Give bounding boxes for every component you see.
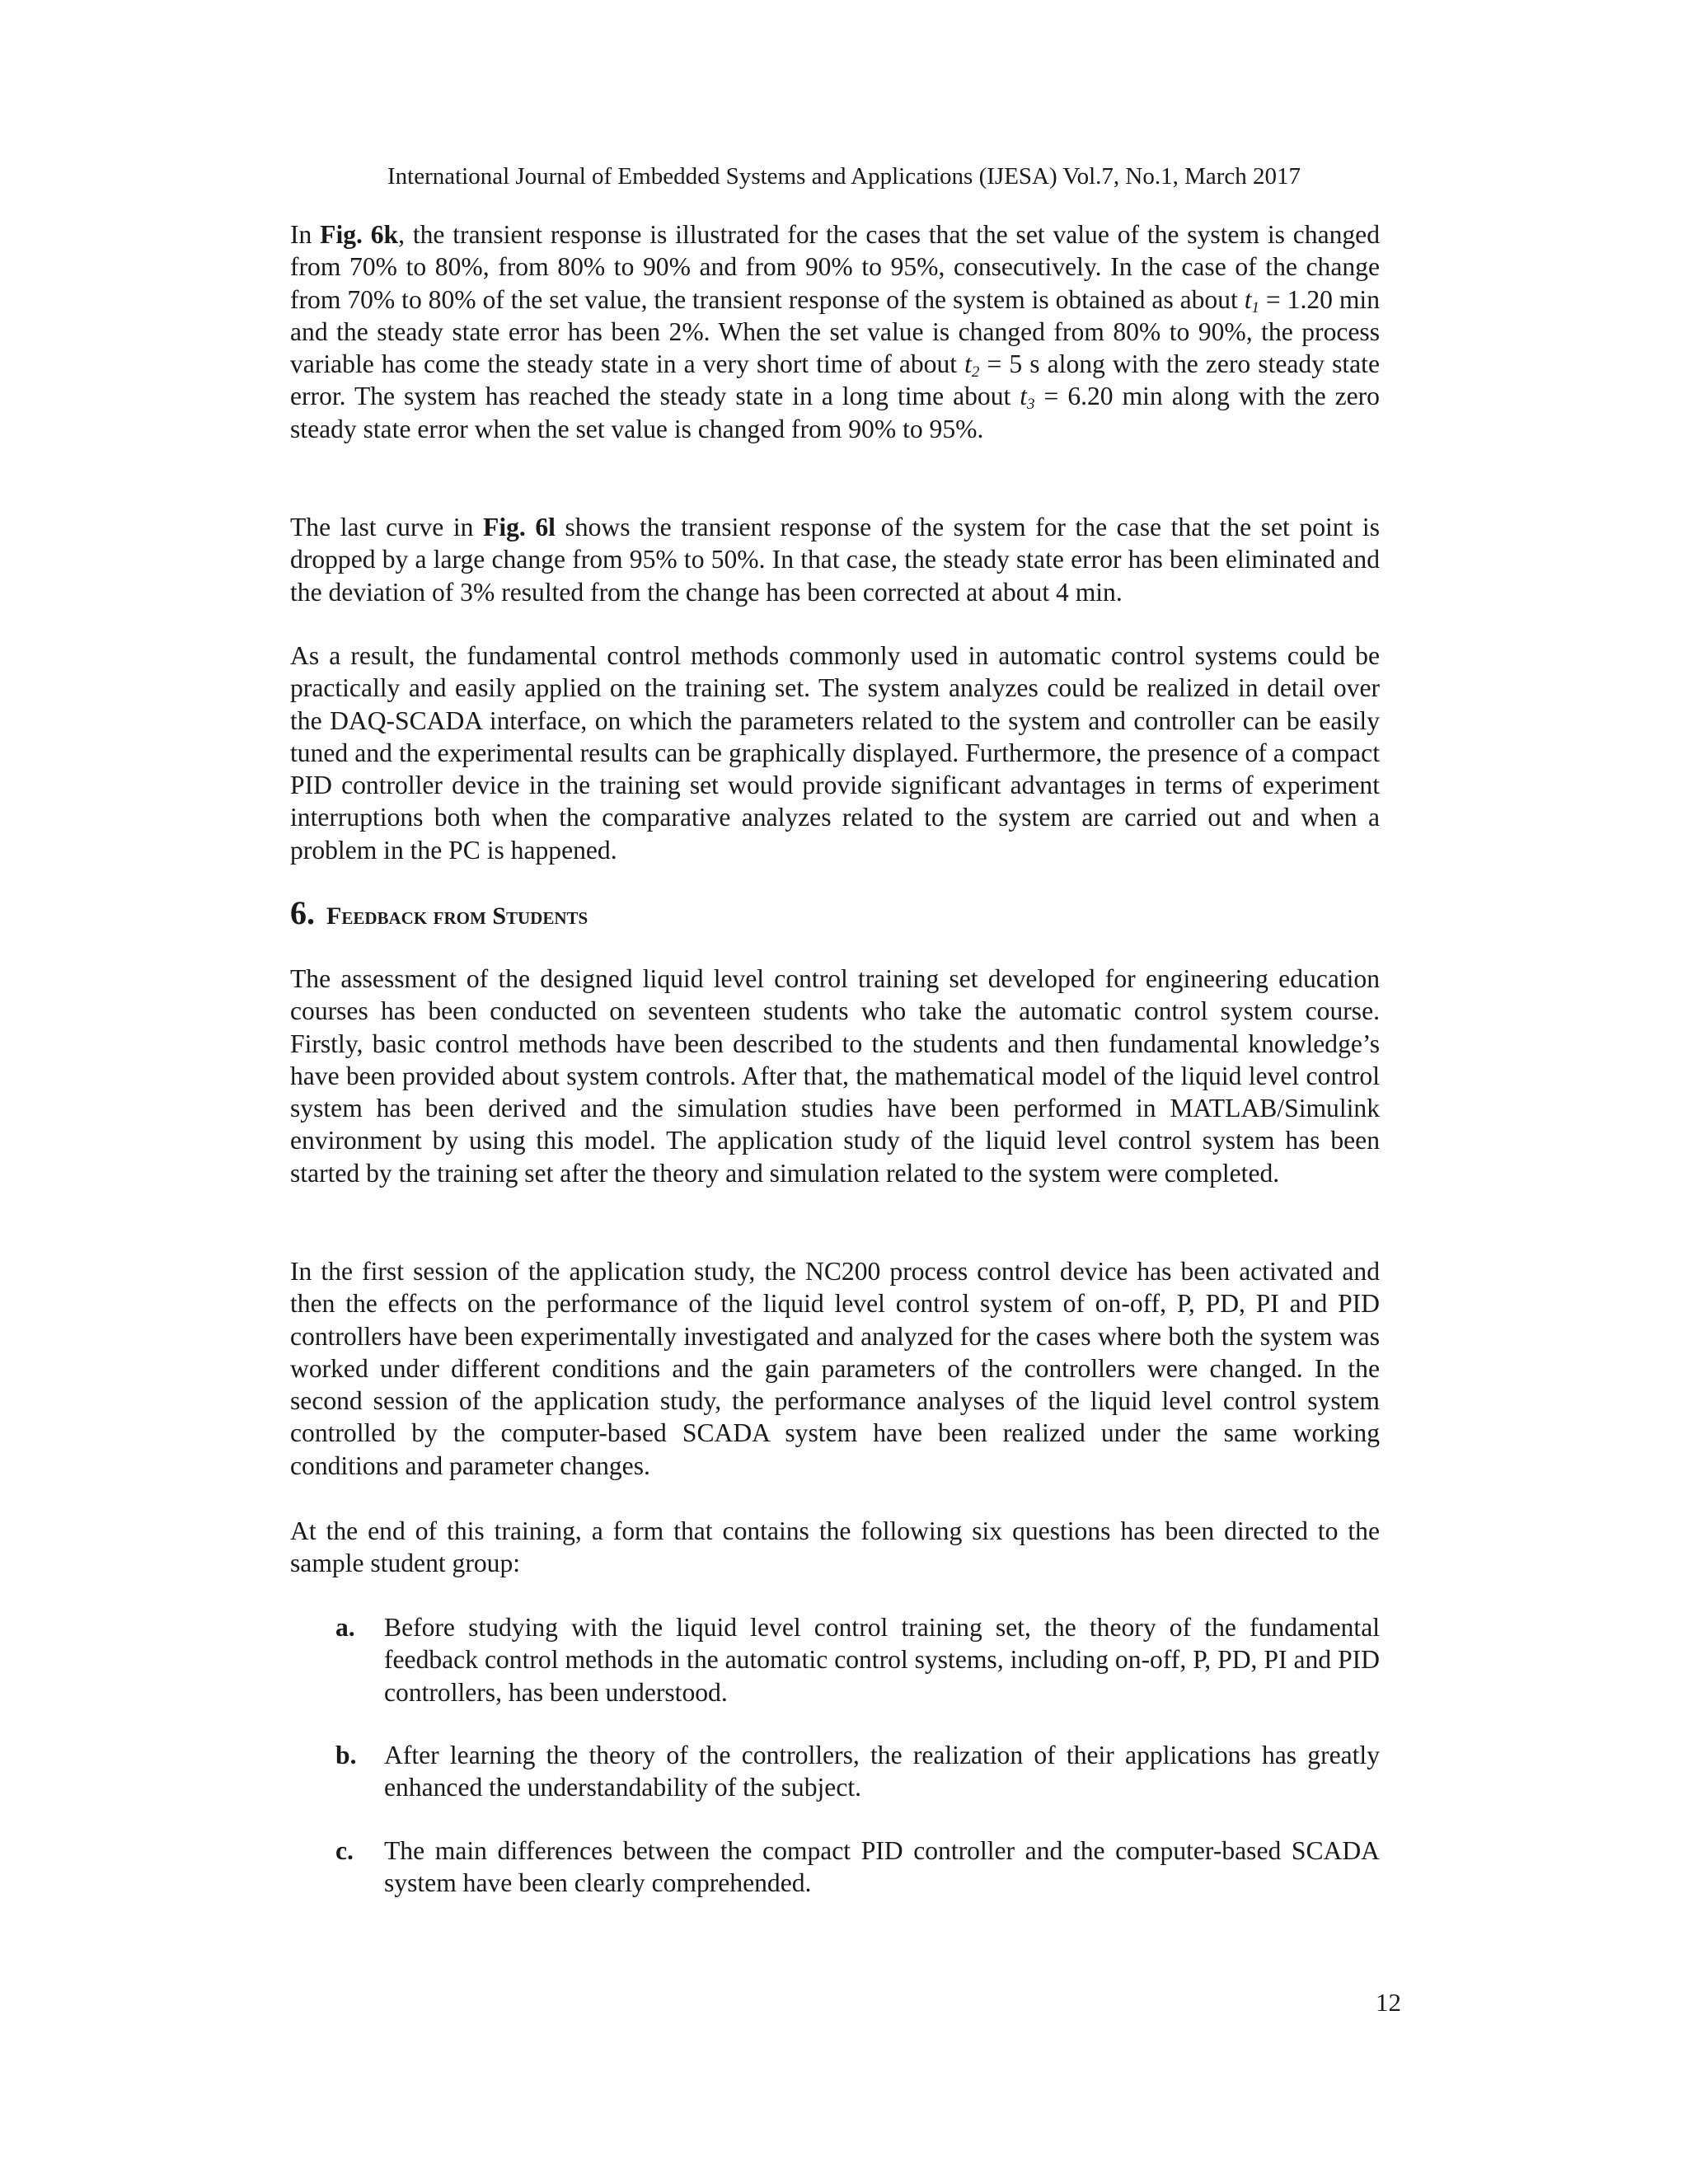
figure-reference-6l: Fig. 6l bbox=[483, 513, 556, 541]
time-symbol-t1: $t_1$ bbox=[1244, 284, 1259, 316]
paragraph-assessment: The assessment of the designed liquid level control training set developed for engineering education courses has been conducted on seventeen students who take the automatic control system course. Firstly, basic control methods have been described to the students and then fundamental knowledge’s have been provided about system controls. After that, the mathematical model of the liquid level control system has been derived and the simulation studies have been performed in MATLAB/Simulink environment by using this model. The application study of the liquid level control system has been started by the training set after the theory and simulation related to the system were completed. bbox=[290, 964, 1380, 1188]
question-label: a. bbox=[335, 1613, 355, 1642]
paragraph-fig6l: The last curve in Fig. 6l shows the transient response of the system for the case that the set point is dropped by a large change from 95% to 50%. In that case, the steady state error has been eliminated and the deviation of 3% resulted from the change has been corrected at about 4 min. bbox=[290, 513, 1380, 607]
paragraph-sessions: In the first session of the application study, the NC200 process control device has been activated and then the effects on the performance of the liquid level control system of on-off, P, PD, PI and PID controllers have been experimentally investigated and analyzed for the cases where both the system was worked under different conditions and the gain parameters of the controllers were changed. In the second session of the application study, the performance analyses of the liquid level control system controlled by the computer-based SCADA system have been realized under the same working conditions and parameter changes. bbox=[290, 1257, 1380, 1480]
time-symbol-t3: $t_3$ bbox=[1020, 382, 1035, 414]
question-label: b. bbox=[335, 1741, 357, 1769]
question-label: c. bbox=[335, 1836, 354, 1865]
journal-header: International Journal of Embedded Systems and Applications (IJESA) Vol.7, No.1, March 2017 bbox=[387, 163, 1301, 190]
section-heading bbox=[290, 895, 1380, 939]
paragraph-fig6k: In Fig. 6k, the transient response is illustrated for the cases that the set value of the system is changed from 70% to 80%, from 80% to 90% and from 90% to 95%, consecutively. In the case of the change from 70% to 80% of the set value, the transient response of the system is obtained as about $t_1 = 1.20$ min and the steady state error has been 2%. When the set value is changed from 80% to 90%, the process variable has come the steady state in a very short time of about $t_2 = 5$ s along with the zero steady state error. The system has reached the steady state in a long time about $t_3 = 6.20$ min along with the zero steady state error when the set value is changed from 90% to 95%. bbox=[290, 220, 1381, 443]
question-text: Before studying with the liquid level control training set, the theory of the fundamental feedback control methods in the automatic control systems, including on-off, P, PD, PI and PID controllers, has been understood. bbox=[384, 1613, 1380, 1707]
page-number: 12 bbox=[1376, 1988, 1401, 2017]
section-title: Feedback from Students bbox=[326, 902, 588, 930]
time-symbol-t2: $t_2$ bbox=[964, 349, 980, 382]
paragraph-conclusion: As a result, the fundamental control methods commonly used in automatic control systems could be practically and easily applied on the training set. The system analyzes could be realized in detail over the DAQ-SCADA interface, on which the parameters related to the system and controller can be easily tuned and the experimental results can be graphically displayed. Furthermore, the presence of a compact PID controller device in the training set would provide significant advantages in terms of experiment interruptions both when the comparative analyzes related to the system are carried out and when a problem in the PC is happened. bbox=[290, 641, 1380, 865]
question-text: The main differences between the compact PID controller and the computer-based SCADA system have been clearly comprehended. bbox=[384, 1836, 1380, 1898]
question-text: After learning the theory of the controllers, the realization of their applications has greatly enhanced the understandability of the subject. bbox=[384, 1741, 1380, 1802]
section-number: 6. bbox=[290, 894, 315, 931]
paragraph-questions-intro: At the end of this training, a form that contains the following six questions has been directed to the sample student group: bbox=[290, 1516, 1380, 1578]
figure-reference-6k: Fig. 6k bbox=[320, 220, 399, 249]
